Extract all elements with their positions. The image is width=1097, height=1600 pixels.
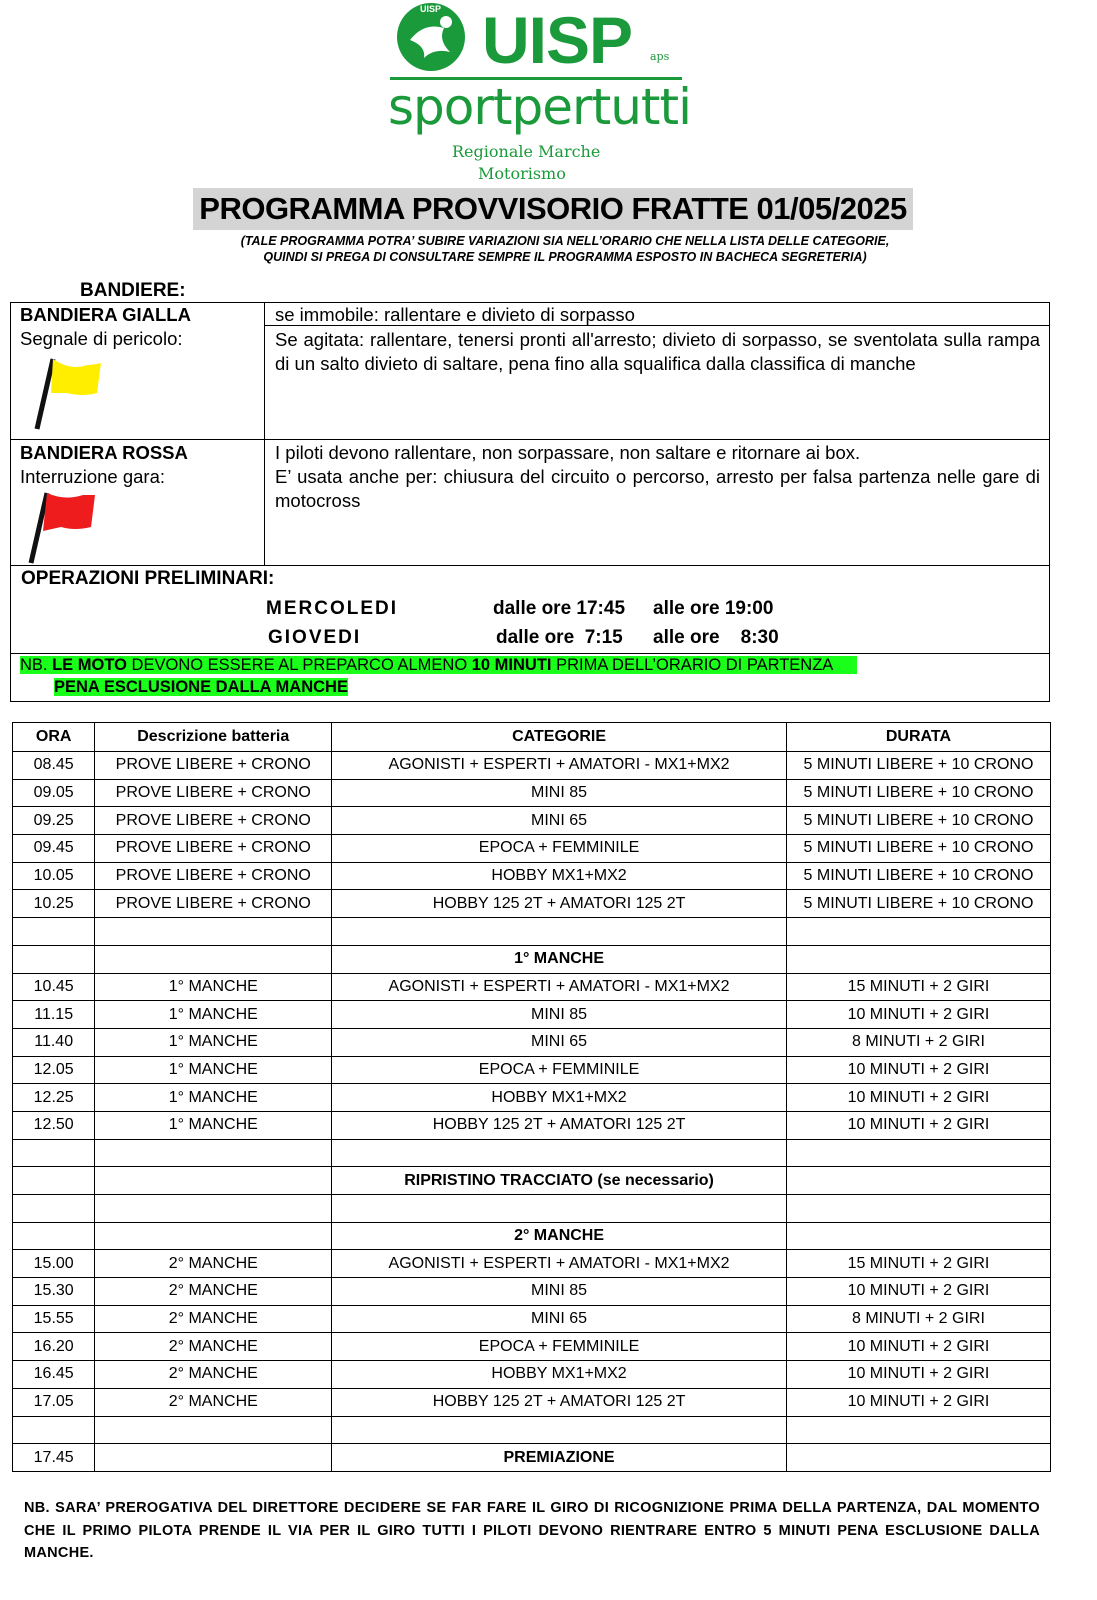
operations-heading: OPERAZIONI PRELIMINARI: (21, 568, 275, 589)
table-row (13, 835, 1051, 863)
nb-line-2: PENA ESCLUSIONE DALLA MANCHE (54, 678, 348, 696)
cell-categorie: 2° MANCHE (332, 1222, 787, 1250)
cell-ora (13, 945, 95, 973)
cell-ora: 16.45 (13, 1361, 95, 1389)
footer-note: NB. SARA’ PREROGATIVA DEL DIRETTORE DECIDERE SE FAR FARE IL GIRO DI RICOGNIZIONE PRIMA DELLA PARTENZA, DAL MOMENTO CHE IL PRIMO PILOTA PRENDE IL VIA PER IL GIRO TUTTI I PILOTI DEVONO RIENTRARE ENTRO 5 MINUTI PENA ESCLUSIONE DALLA MANCHE. (24, 1500, 1040, 1561)
yellow-flag-icon (31, 353, 111, 433)
logo-brand: UISP (482, 3, 633, 77)
header-ora: ORA (13, 723, 95, 752)
cell-ora: 12.50 (13, 1111, 95, 1139)
cell-descrizione: 1° MANCHE (95, 1111, 332, 1139)
table-row (13, 1222, 1051, 1250)
cell-durata: 15 MINUTI + 2 GIRI (786, 973, 1050, 1001)
cell-ora: 17.45 (13, 1444, 95, 1472)
cell-durata: 10 MINUTI + 2 GIRI (786, 1361, 1050, 1389)
cell-ora: 09.25 (13, 807, 95, 835)
cell-categorie: AGONISTI + ESPERTI + AMATORI - MX1+MX2 (332, 973, 787, 1001)
table-row (13, 807, 1051, 835)
cell-durata: 8 MINUTI + 2 GIRI (786, 1028, 1050, 1056)
table-row (13, 1167, 1051, 1195)
cell-ora: 09.05 (13, 779, 95, 807)
cell-durata (786, 1444, 1050, 1472)
yellow-flag-meaning: Segnale di pericolo: (20, 328, 183, 349)
cell-ora: 15.30 (13, 1278, 95, 1306)
cell-descrizione: 1° MANCHE (95, 1056, 332, 1084)
cell-descrizione: 1° MANCHE (95, 973, 332, 1001)
cell-descrizione: 1° MANCHE (95, 1028, 332, 1056)
cell-categorie: HOBBY 125 2T + AMATORI 125 2T (332, 1388, 787, 1416)
cell-ora (13, 1416, 95, 1444)
cell-categorie: MINI 65 (332, 1028, 787, 1056)
red-flag-line-2: E’ usata anche per: chiusura del circuito o percorso, arresto per falsa partenza nelle gare di motocross (275, 466, 1040, 511)
table-row (13, 1056, 1051, 1084)
ops-day-1: MERCOLEDI (266, 598, 398, 619)
cell-categorie: HOBBY MX1+MX2 (332, 862, 787, 890)
cell-durata (786, 1416, 1050, 1444)
cell-durata: 5 MINUTI LIBERE + 10 CRONO (786, 807, 1050, 835)
cell-durata: 15 MINUTI + 2 GIRI (786, 1250, 1050, 1278)
disclaimer-line-1: (TALE PROGRAMMA POTRA’ SUBIRE VARIAZIONI SIA NELL’ORARIO CHE NELLA LISTA DELLE CATEGORIE, (240, 234, 890, 248)
cell-durata: 10 MINUTI + 2 GIRI (786, 1278, 1050, 1306)
table-row (13, 1111, 1051, 1139)
table-row (13, 973, 1051, 1001)
cell-durata: 5 MINUTI LIBERE + 10 CRONO (786, 890, 1050, 918)
disclaimer-line-2: QUINDI SI PREGA DI CONSULTARE SEMPRE IL PROGRAMMA ESPOSTO IN BACHECA SEGRETERIA) (263, 250, 867, 264)
cell-descrizione: 2° MANCHE (95, 1388, 332, 1416)
disclaimer-note (190, 233, 940, 265)
logo-discipline: Motorismo (478, 164, 566, 183)
nb-text-1: DEVONO ESSERE AL PREPARCO ALMENO (126, 656, 472, 674)
cell-categorie: EPOCA + FEMMINILE (332, 835, 787, 863)
cell-categorie: MINI 85 (332, 1001, 787, 1029)
cell-categorie: EPOCA + FEMMINILE (332, 1333, 787, 1361)
cell-durata (786, 945, 1050, 973)
logo-suffix: aps (650, 50, 670, 63)
flags-heading: BANDIERE: (80, 280, 186, 301)
ops-to-1: alle ore 19:00 (653, 598, 774, 619)
cell-descrizione: PROVE LIBERE + CRONO (95, 835, 332, 863)
header-descrizione: Descrizione batteria (95, 723, 332, 752)
cell-categorie (332, 918, 787, 946)
cell-categorie (332, 1195, 787, 1223)
cell-ora: 16.20 (13, 1333, 95, 1361)
table-row (13, 890, 1051, 918)
table-header-row (13, 723, 1051, 752)
table-row (13, 1416, 1051, 1444)
cell-ora: 08.45 (13, 752, 95, 780)
cell-durata (786, 1195, 1050, 1223)
cell-descrizione: PROVE LIBERE + CRONO (95, 752, 332, 780)
table-row (13, 1388, 1051, 1416)
cell-ora: 11.40 (13, 1028, 95, 1056)
cell-descrizione: 1° MANCHE (95, 1001, 332, 1029)
cell-categorie (332, 1416, 787, 1444)
cell-ora: 15.55 (13, 1305, 95, 1333)
cell-durata (786, 1139, 1050, 1167)
table-row (13, 752, 1051, 780)
cell-ora: 10.05 (13, 862, 95, 890)
red-flag-line-1: I piloti devono rallentare, non sorpassare, non saltare e ritornare ai box. (275, 442, 861, 463)
cell-descrizione (95, 945, 332, 973)
flags-ops-divider (11, 565, 1050, 566)
table-row (13, 1084, 1051, 1112)
cell-ora: 15.00 (13, 1250, 95, 1278)
cell-ora (13, 918, 95, 946)
page-title: PROGRAMMA PROVVISORIO FRATTE 01/05/2025 (193, 188, 913, 230)
table-row (13, 945, 1051, 973)
yellow-flag-name: BANDIERA GIALLA (20, 304, 191, 325)
cell-durata (786, 1167, 1050, 1195)
red-flag-meaning: Interruzione gara: (20, 466, 166, 487)
table-row (13, 1250, 1051, 1278)
cell-descrizione: 2° MANCHE (95, 1250, 332, 1278)
cell-ora: 09.45 (13, 835, 95, 863)
table-row (13, 1305, 1051, 1333)
red-flag-name: BANDIERA ROSSA (20, 442, 188, 463)
yellow-flag-waved: Se agitata: rallentare, tenersi pronti all'arresto; divieto di sorpasso, se sventolata sulla rampa di un salto divieto di saltare, pena fino alla squalifica dalla classifica di manche (275, 329, 1040, 374)
cell-ora: 12.25 (13, 1084, 95, 1112)
ops-to-2: alle ore 8:30 (653, 627, 779, 648)
flags-column-divider (264, 303, 265, 565)
cell-ora: 10.45 (13, 973, 95, 1001)
cell-ora: 12.05 (13, 1056, 95, 1084)
cell-categorie: EPOCA + FEMMINILE (332, 1056, 787, 1084)
cell-descrizione: 1° MANCHE (95, 1084, 332, 1112)
logo-tagline: sportpertutti (388, 78, 691, 136)
cell-ora: 11.15 (13, 1001, 95, 1029)
cell-categorie: PREMIAZIONE (332, 1444, 787, 1472)
table-row (13, 1278, 1051, 1306)
cell-categorie: AGONISTI + ESPERTI + AMATORI - MX1+MX2 (332, 1250, 787, 1278)
table-row (13, 779, 1051, 807)
header-categorie: CATEGORIE (332, 723, 787, 752)
cell-durata: 5 MINUTI LIBERE + 10 CRONO (786, 862, 1050, 890)
table-row (13, 1028, 1051, 1056)
table-row (13, 918, 1051, 946)
runner-emblem-icon (390, 0, 472, 74)
nb-bold-1: LE MOTO (52, 656, 127, 674)
logo-region: Regionale Marche (452, 142, 601, 161)
table-row (13, 1333, 1051, 1361)
cell-durata: 10 MINUTI + 2 GIRI (786, 1001, 1050, 1029)
cell-ora: 17.05 (13, 1388, 95, 1416)
cell-categorie (332, 1139, 787, 1167)
cell-categorie: HOBBY MX1+MX2 (332, 1361, 787, 1389)
cell-categorie: MINI 85 (332, 1278, 787, 1306)
cell-categorie: MINI 85 (332, 779, 787, 807)
table-row (13, 1195, 1051, 1223)
cell-descrizione (95, 1416, 332, 1444)
table-row (13, 1139, 1051, 1167)
cell-descrizione: 2° MANCHE (95, 1333, 332, 1361)
nb-text-2: PRIMA DELL’ORARIO DI PARTENZA (551, 656, 834, 674)
cell-durata: 10 MINUTI + 2 GIRI (786, 1388, 1050, 1416)
cell-descrizione (95, 1139, 332, 1167)
cell-ora (13, 1195, 95, 1223)
ops-from-1: dalle ore 17:45 (493, 598, 626, 619)
cell-ora: 10.25 (13, 890, 95, 918)
cell-descrizione: PROVE LIBERE + CRONO (95, 779, 332, 807)
cell-durata: 10 MINUTI + 2 GIRI (786, 1333, 1050, 1361)
nb-bold-2: 10 MINUTI (471, 656, 552, 674)
nb-prefix: NB. (20, 656, 53, 674)
table-row (13, 1001, 1051, 1029)
table-row (13, 1444, 1051, 1472)
cell-descrizione: 2° MANCHE (95, 1305, 332, 1333)
cell-durata: 5 MINUTI LIBERE + 10 CRONO (786, 752, 1050, 780)
cell-descrizione: PROVE LIBERE + CRONO (95, 890, 332, 918)
cell-durata: 10 MINUTI + 2 GIRI (786, 1056, 1050, 1084)
cell-descrizione: 2° MANCHE (95, 1278, 332, 1306)
cell-durata: 5 MINUTI LIBERE + 10 CRONO (786, 779, 1050, 807)
cell-durata (786, 918, 1050, 946)
cell-descrizione (95, 1195, 332, 1223)
red-flag-icon (25, 487, 105, 567)
ops-day-2: GIOVEDI (268, 627, 362, 648)
cell-descrizione (95, 1167, 332, 1195)
cell-ora (13, 1222, 95, 1250)
cell-ora (13, 1167, 95, 1195)
cell-categorie: MINI 65 (332, 807, 787, 835)
preparco-note (20, 654, 857, 698)
table-row (13, 1361, 1051, 1389)
cell-descrizione: 2° MANCHE (95, 1361, 332, 1389)
yellow-flag-still: se immobile: rallentare e divieto di sorpasso (275, 304, 635, 325)
cell-durata: 5 MINUTI LIBERE + 10 CRONO (786, 835, 1050, 863)
ops-from-2: dalle ore 7:15 (496, 627, 623, 648)
cell-categorie: HOBBY MX1+MX2 (332, 1084, 787, 1112)
cell-categorie: MINI 65 (332, 1305, 787, 1333)
yellow-red-divider (11, 439, 1050, 440)
cell-categorie: AGONISTI + ESPERTI + AMATORI - MX1+MX2 (332, 752, 787, 780)
table-row (13, 862, 1051, 890)
header-durata: DURATA (786, 723, 1050, 752)
cell-durata (786, 1222, 1050, 1250)
cell-descrizione: PROVE LIBERE + CRONO (95, 862, 332, 890)
cell-categorie: HOBBY 125 2T + AMATORI 125 2T (332, 1111, 787, 1139)
cell-categorie: HOBBY 125 2T + AMATORI 125 2T (332, 890, 787, 918)
cell-ora (13, 1139, 95, 1167)
cell-durata: 8 MINUTI + 2 GIRI (786, 1305, 1050, 1333)
cell-durata: 10 MINUTI + 2 GIRI (786, 1084, 1050, 1112)
uisp-logo (390, 0, 690, 190)
cell-descrizione: PROVE LIBERE + CRONO (95, 807, 332, 835)
cell-categorie: 1° MANCHE (332, 945, 787, 973)
cell-descrizione (95, 918, 332, 946)
cell-descrizione (95, 1222, 332, 1250)
cell-durata: 10 MINUTI + 2 GIRI (786, 1111, 1050, 1139)
cell-categorie: RIPRISTINO TRACCIATO (se necessario) (332, 1167, 787, 1195)
emblem-badge-text: UISP (420, 4, 442, 14)
schedule-table (12, 722, 1051, 1472)
cell-descrizione (95, 1444, 332, 1472)
